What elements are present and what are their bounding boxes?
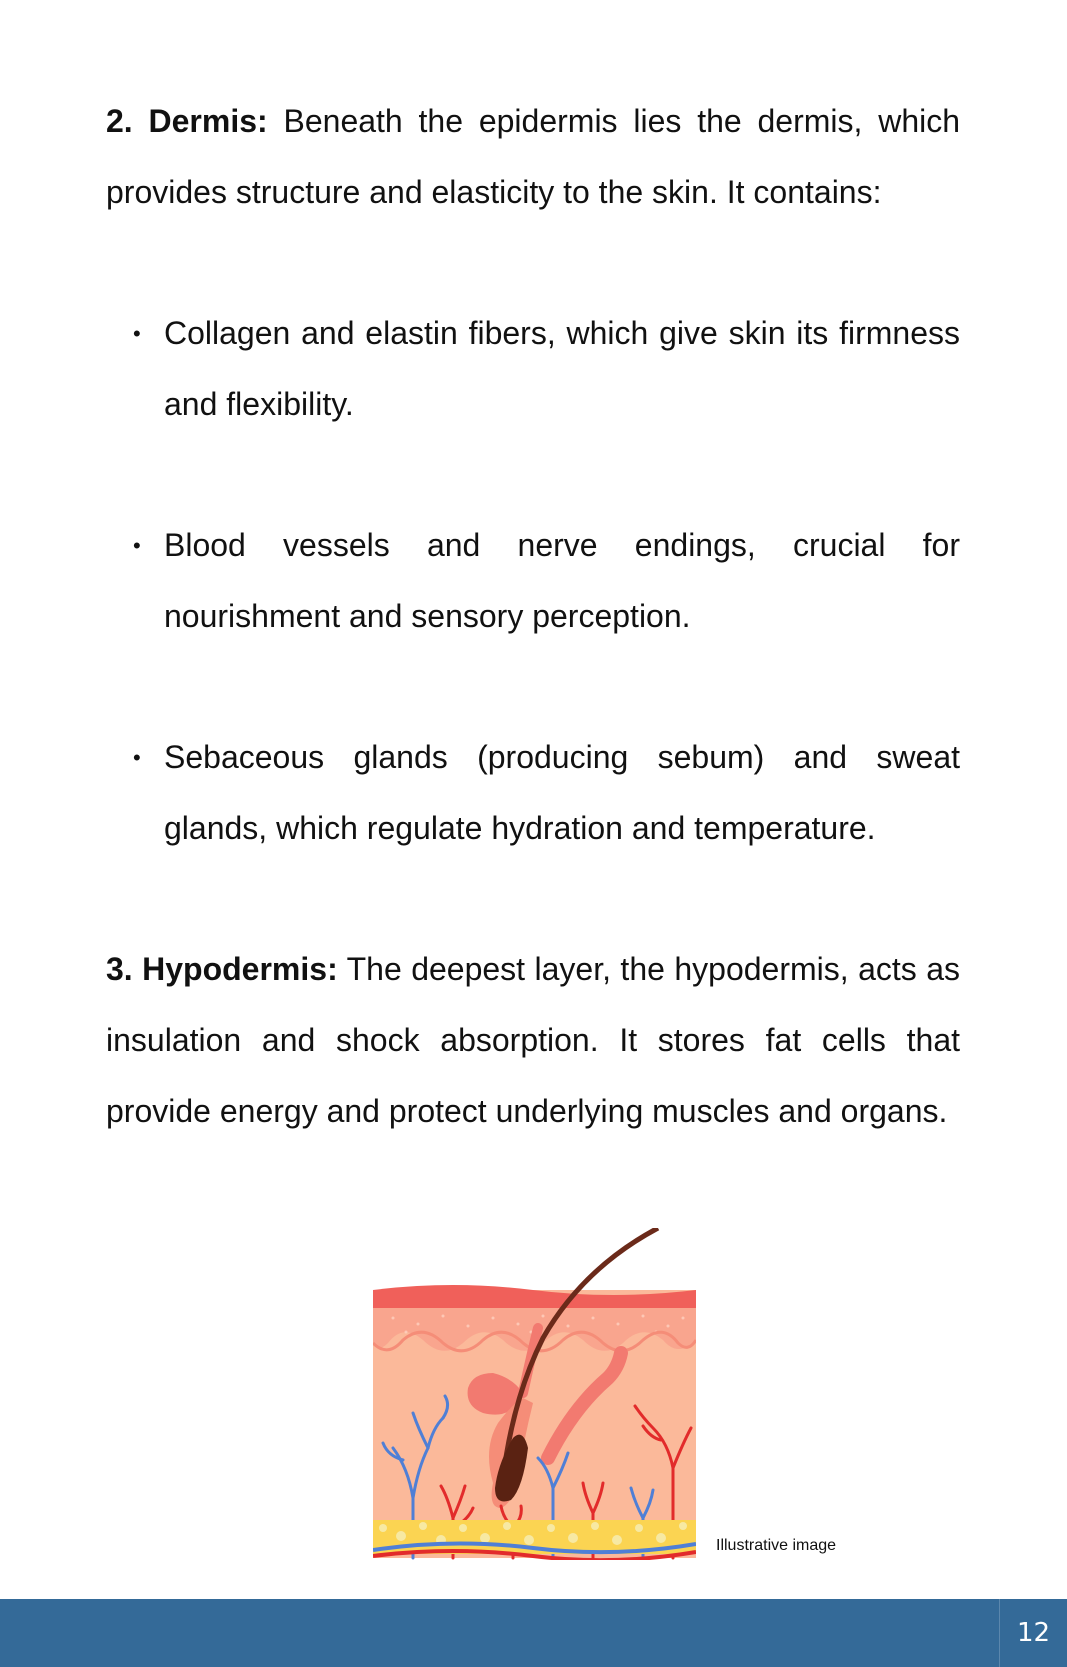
bullet-icon: •	[133, 321, 141, 346]
bullet-icon: •	[133, 533, 141, 558]
hypodermis-paragraph	[106, 934, 960, 1147]
page-number: 12	[999, 1599, 1067, 1667]
list-item	[106, 298, 960, 440]
footer-bar	[0, 1599, 1067, 1667]
bullet-icon: •	[133, 745, 141, 770]
dermis-paragraph	[106, 86, 960, 228]
figure-caption: Illustrative image	[716, 1537, 837, 1554]
hypodermis-label: 3. Hypodermis:	[106, 951, 338, 987]
hypodermis-text: The deepest layer, the hypodermis, acts as insulation and shock absorption. It stores fat cells that provide energy and protect underlying muscles and organs.	[106, 951, 961, 1129]
page-content	[106, 86, 960, 1147]
list-item-text: Blood vessels and nerve endings, crucial for nourishment and sensory perception.	[164, 527, 960, 634]
dermis-text: Beneath the epidermis lies the dermis, which provides structure and elasticity to the skin. It contains:	[106, 103, 961, 210]
list-item-text: Collagen and elastin fibers, which give skin its firmness and flexibility.	[164, 315, 960, 422]
list-item	[106, 722, 960, 864]
list-item-text: Sebaceous glands (producing sebum) and sweat glands, which regulate hydration and temperature.	[164, 739, 960, 846]
dermis-label: 2. Dermis:	[106, 103, 268, 139]
skin-layers-illustration	[373, 1228, 696, 1560]
list-item	[106, 510, 960, 652]
